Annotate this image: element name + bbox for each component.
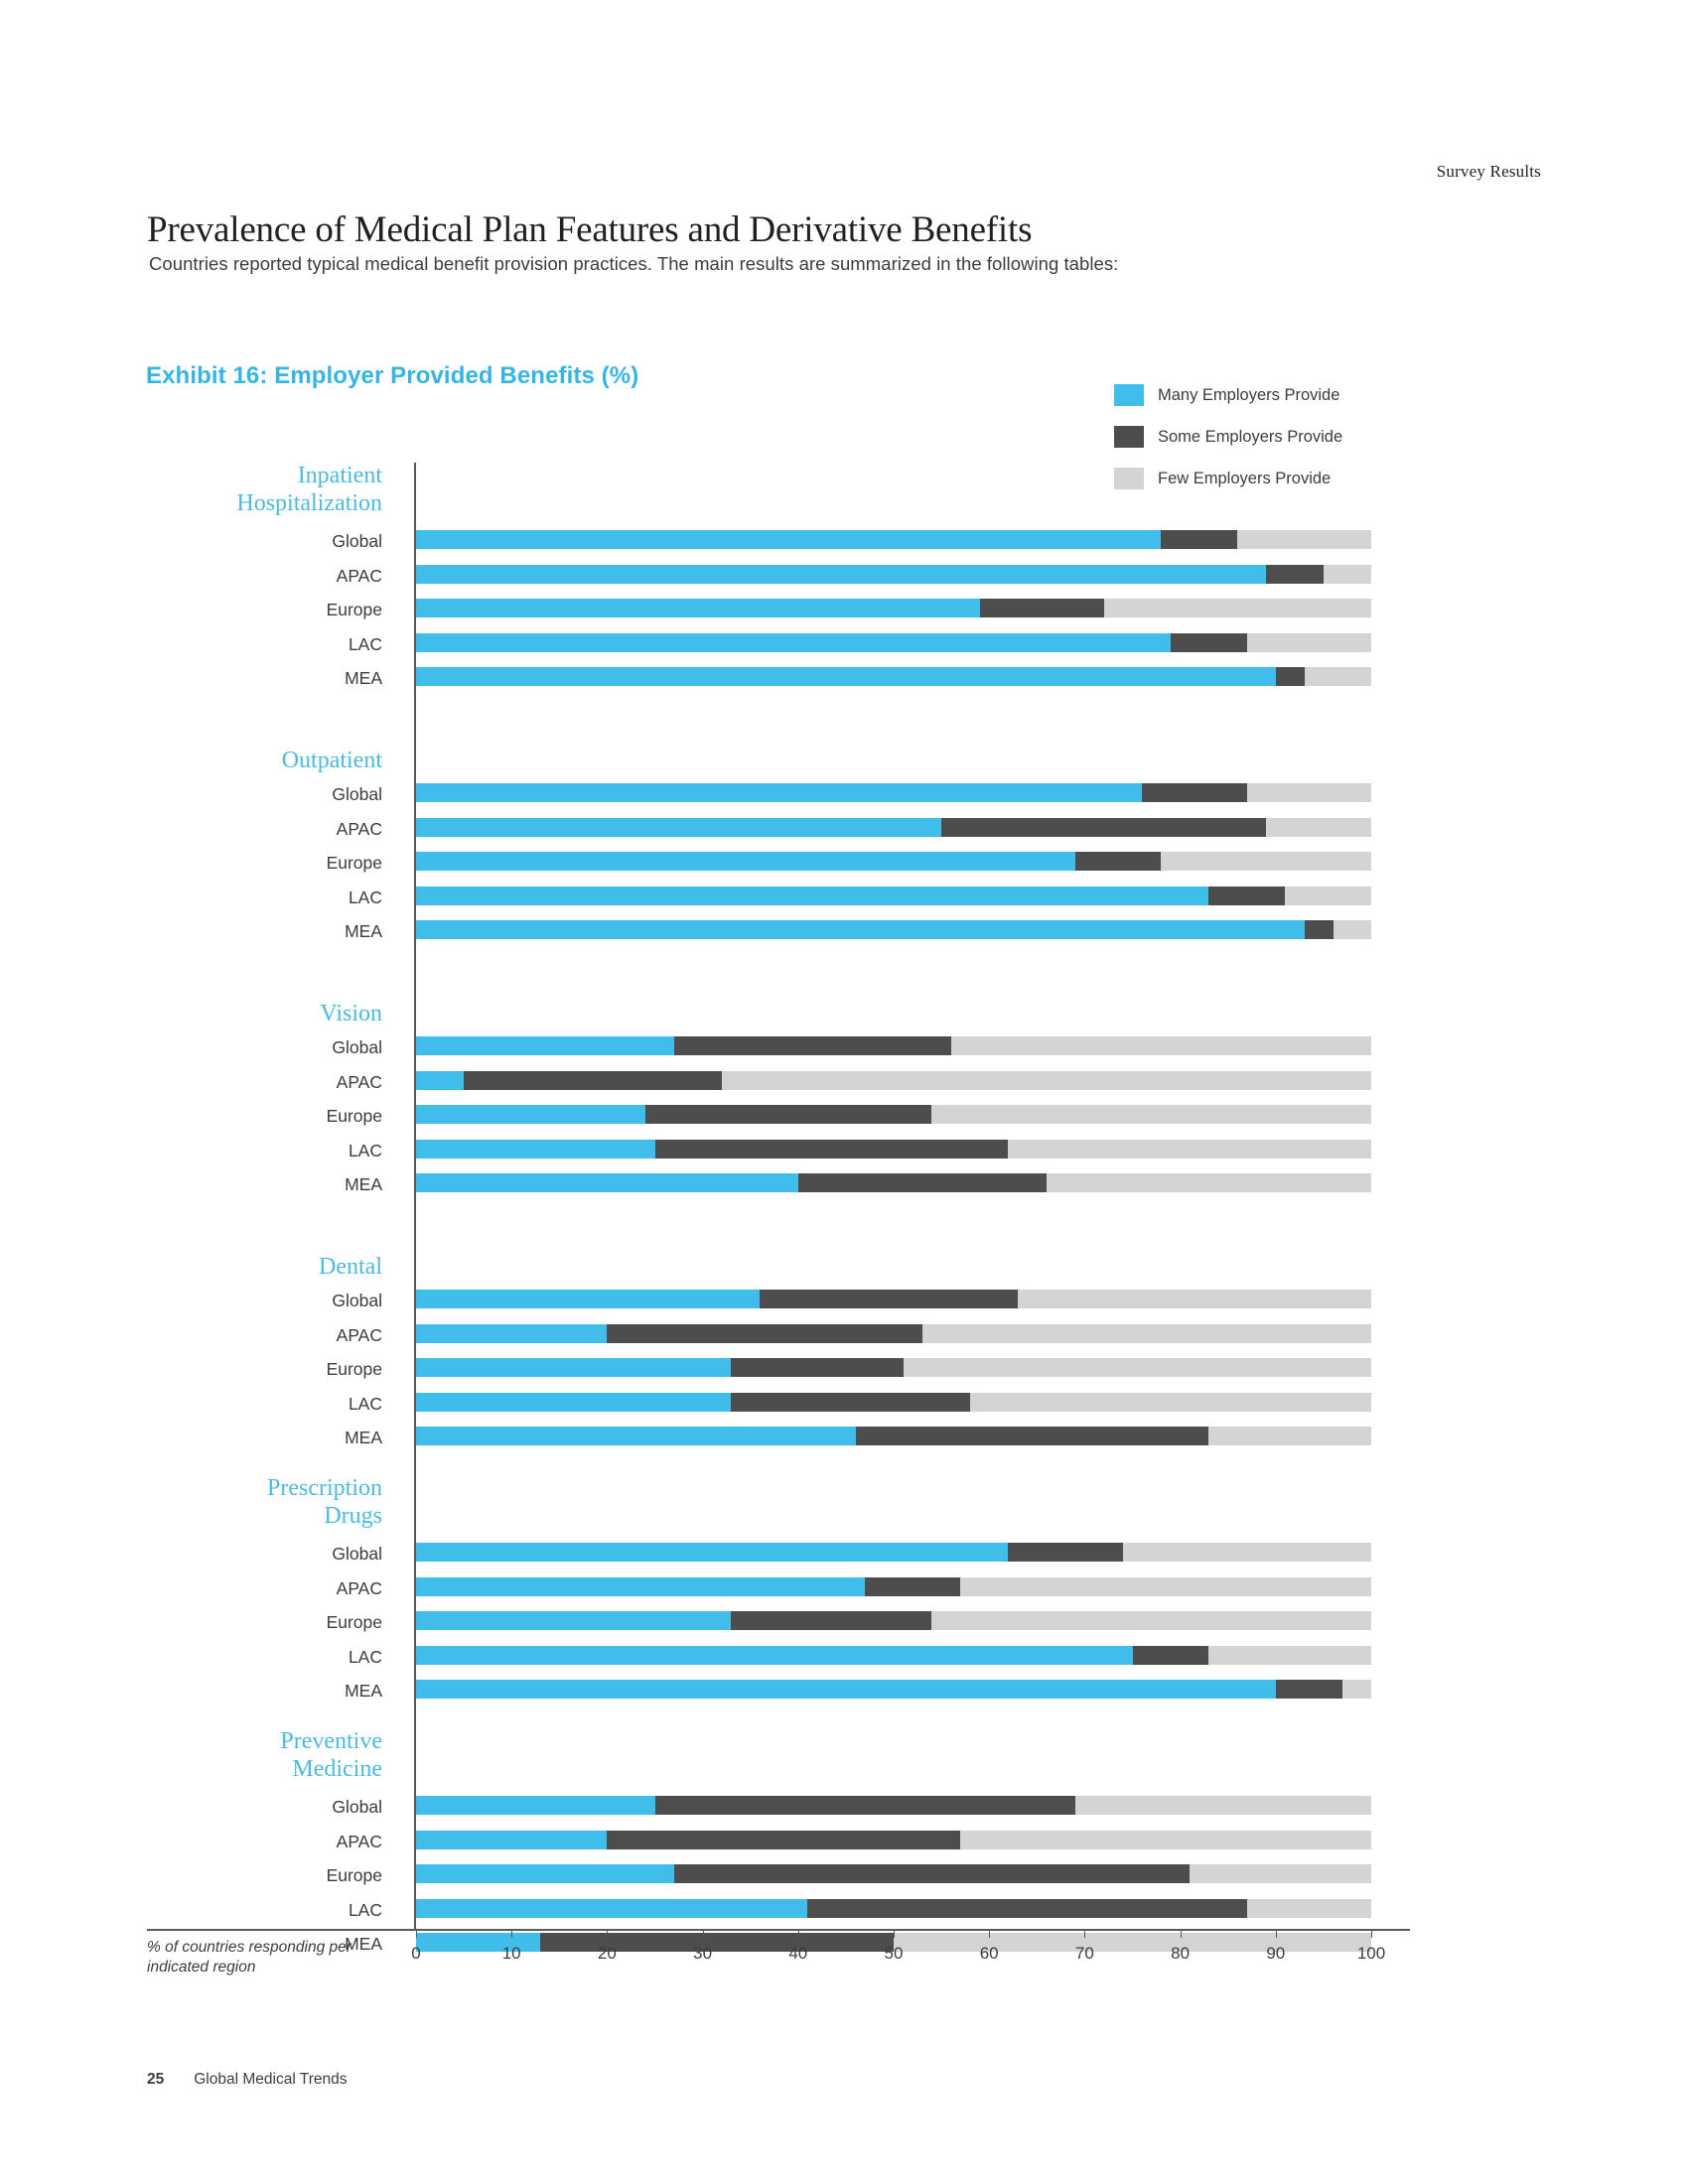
bar-segment	[416, 1358, 731, 1377]
x-axis-tick	[894, 1929, 895, 1938]
bar-segment	[1266, 818, 1371, 837]
bar-segment	[416, 1543, 1008, 1562]
x-axis-tick	[703, 1929, 704, 1938]
bar-segment	[951, 1036, 1371, 1055]
bar-segment	[1334, 920, 1371, 939]
bar-segment	[856, 1427, 1209, 1445]
chart-row-label: Global	[332, 1544, 382, 1564]
chart-row-label: Global	[332, 1797, 382, 1817]
bar-segment	[416, 1427, 856, 1445]
bar-segment	[1161, 852, 1371, 871]
bar-segment	[1123, 1543, 1371, 1562]
bar-segment	[1305, 667, 1371, 686]
x-axis-tick-label: 10	[501, 1944, 521, 1963]
chart-row-label: APAC	[336, 1324, 382, 1345]
bar-segment	[904, 1358, 1371, 1377]
chart-row-label: APAC	[336, 565, 382, 586]
x-axis-tick-label: 50	[884, 1944, 904, 1963]
bar-segment	[416, 1577, 865, 1596]
bar-segment	[655, 1140, 1009, 1159]
bar-segment	[416, 1680, 1276, 1699]
bar-segment	[674, 1036, 951, 1055]
bar-segment	[931, 1611, 1371, 1630]
bar-segment	[416, 1796, 655, 1815]
bar-segment	[416, 1173, 798, 1192]
bar-segment	[1276, 1680, 1342, 1699]
bar-segment	[416, 1899, 807, 1918]
bar-segment	[464, 1071, 722, 1090]
chart-row-label: LAC	[348, 887, 382, 907]
bar-segment	[1075, 852, 1162, 871]
chart-group-label: Outpatient	[281, 748, 382, 773]
x-axis-tick	[1084, 1929, 1085, 1938]
bar-segment	[1208, 1646, 1371, 1665]
bar-segment	[416, 783, 1142, 802]
bar-segment	[1208, 1427, 1371, 1445]
bar-segment	[674, 1864, 1190, 1883]
chart-row-label: APAC	[336, 1071, 382, 1092]
bar-segment	[416, 1611, 731, 1630]
page-number: 25	[147, 2071, 165, 2088]
axis-note: % of countries responding per indicated region	[147, 1939, 352, 1977]
bar-segment	[607, 1831, 960, 1849]
bar-segment	[416, 1290, 760, 1308]
intro-paragraph: Countries reported typical medical benefit provision practices. The main results are summarized in the following tables:	[149, 253, 1119, 274]
bar-segment	[1285, 887, 1371, 905]
chart-row-label: MEA	[345, 1934, 382, 1955]
bar-segment	[731, 1358, 903, 1377]
x-axis-tick-label: 100	[1356, 1944, 1386, 1963]
bar-segment	[1208, 887, 1285, 905]
bar-segment	[416, 1831, 607, 1849]
chart-row-label: APAC	[336, 1831, 382, 1851]
chart-row-label: LAC	[348, 633, 382, 654]
page-footer	[147, 2071, 347, 2089]
chart-group-label: Vision	[320, 1001, 382, 1026]
x-axis-tick	[798, 1929, 799, 1938]
chart-row-label: MEA	[345, 1174, 382, 1195]
bar-segment	[1018, 1290, 1371, 1308]
bar-segment	[416, 920, 1305, 939]
chart-row-label: Europe	[326, 1865, 382, 1886]
bar-segment	[960, 1577, 1371, 1596]
x-axis-tick-label: 20	[597, 1944, 617, 1963]
chart-row-label: Europe	[326, 600, 382, 620]
bar-segment	[922, 1324, 1371, 1343]
chart-group-label: Preventive Medicine	[280, 1728, 382, 1782]
bar-segment	[416, 633, 1171, 652]
chart-row-label: Europe	[326, 853, 382, 874]
bar-segment	[1008, 1140, 1371, 1159]
x-axis-tick	[1371, 1929, 1372, 1938]
bar-segment	[1247, 633, 1371, 652]
x-axis-tick	[989, 1929, 990, 1938]
bar-segment	[416, 667, 1276, 686]
bar-segment	[760, 1290, 1018, 1308]
legend-label: Many Employers Provide	[1158, 385, 1340, 404]
bar-segment	[1047, 1173, 1371, 1192]
chart-row-label: MEA	[345, 1428, 382, 1448]
page-title: Prevalence of Medical Plan Features and Derivative Benefits	[147, 208, 1033, 250]
bar-segment	[416, 530, 1161, 549]
chart-row-label: LAC	[348, 1899, 382, 1920]
x-axis-line	[147, 1929, 1410, 1931]
x-axis-tick-label: 0	[411, 1944, 421, 1963]
bar-segment	[1237, 530, 1371, 549]
bar-segment	[416, 1324, 607, 1343]
chart-group-label: Inpatient Hospitalization	[236, 463, 382, 516]
bar-segment	[1161, 530, 1237, 549]
bar-segment	[731, 1393, 970, 1412]
bar-segment	[416, 1105, 645, 1124]
bar-segment	[416, 887, 1208, 905]
bar-segment	[416, 1071, 464, 1090]
chart-row-label: Europe	[326, 1612, 382, 1633]
x-axis-tick-label: 60	[979, 1944, 999, 1963]
bar-segment	[807, 1899, 1247, 1918]
x-axis-tick-label: 70	[1074, 1944, 1094, 1963]
bar-segment	[1142, 783, 1247, 802]
bar-segment	[1247, 1899, 1371, 1918]
chart-row-label: MEA	[345, 1681, 382, 1702]
bar-segment	[416, 565, 1266, 584]
bar-segment	[416, 818, 941, 837]
chart-row-label: MEA	[345, 668, 382, 689]
bar-segment	[1342, 1680, 1371, 1699]
chart-group-label: Dental	[319, 1254, 382, 1280]
bar-segment	[960, 1831, 1371, 1849]
bar-segment	[416, 1646, 1133, 1665]
bar-segment	[1104, 599, 1371, 617]
bar-segment	[416, 599, 980, 617]
bar-segment	[1276, 667, 1305, 686]
running-head: Survey Results	[1436, 162, 1541, 181]
bar-segment	[416, 1864, 674, 1883]
chart-row-label: Global	[332, 531, 382, 551]
bar-segment	[607, 1324, 921, 1343]
x-axis-tick	[511, 1929, 512, 1938]
x-axis-tick-label: 80	[1171, 1944, 1191, 1963]
x-axis-tick-label: 40	[788, 1944, 808, 1963]
chart-row-label: Global	[332, 1291, 382, 1310]
exhibit-title: Exhibit 16: Employer Provided Benefits (%)	[146, 362, 639, 389]
bar-segment	[798, 1173, 1047, 1192]
chart-row-label: MEA	[345, 921, 382, 942]
bar-segment	[941, 818, 1266, 837]
bar-segment	[1247, 783, 1371, 802]
bar-segment	[655, 1796, 1075, 1815]
chart-row-label: Europe	[326, 1359, 382, 1380]
bar-segment	[416, 1393, 731, 1412]
chart-row-label: Europe	[326, 1106, 382, 1127]
bar-segment	[865, 1577, 960, 1596]
chart-row-label: LAC	[348, 1140, 382, 1160]
chart-row-label: Global	[332, 1037, 382, 1057]
legend-label: Some Employers Provide	[1158, 427, 1343, 446]
chart-group-label: Prescription Drugs	[267, 1475, 382, 1529]
x-axis-tick	[1276, 1929, 1277, 1938]
bar-segment	[416, 1140, 655, 1159]
bar-segment	[1171, 633, 1247, 652]
x-axis-tick	[1181, 1929, 1182, 1938]
bar-segment	[416, 852, 1075, 871]
footer-text: Global Medical Trends	[194, 2071, 348, 2088]
legend-label: Few Employers Provide	[1158, 469, 1332, 487]
bar-segment	[931, 1105, 1371, 1124]
bar-segment	[1190, 1864, 1371, 1883]
chart-row-label: APAC	[336, 818, 382, 839]
bar-segment	[645, 1105, 932, 1124]
chart-row-label: LAC	[348, 1646, 382, 1667]
bar-segment	[970, 1393, 1371, 1412]
x-axis-tick	[416, 1929, 417, 1938]
bar-segment	[1266, 565, 1324, 584]
x-axis-tick-label: 30	[693, 1944, 713, 1963]
bar-segment	[1008, 1543, 1122, 1562]
bar-segment	[731, 1611, 931, 1630]
bar-segment	[416, 1036, 674, 1055]
chart-row-label: LAC	[348, 1393, 382, 1414]
bar-segment	[980, 599, 1104, 617]
chart-row-label: Global	[332, 784, 382, 804]
bar-segment	[1305, 920, 1334, 939]
x-axis-tick-label: 90	[1266, 1944, 1286, 1963]
chart-row-label: APAC	[336, 1577, 382, 1598]
bar-segment	[722, 1071, 1371, 1090]
x-axis-tick	[607, 1929, 608, 1938]
bar-segment	[1133, 1646, 1209, 1665]
bar-segment	[1324, 565, 1371, 584]
bar-segment	[1075, 1796, 1371, 1815]
